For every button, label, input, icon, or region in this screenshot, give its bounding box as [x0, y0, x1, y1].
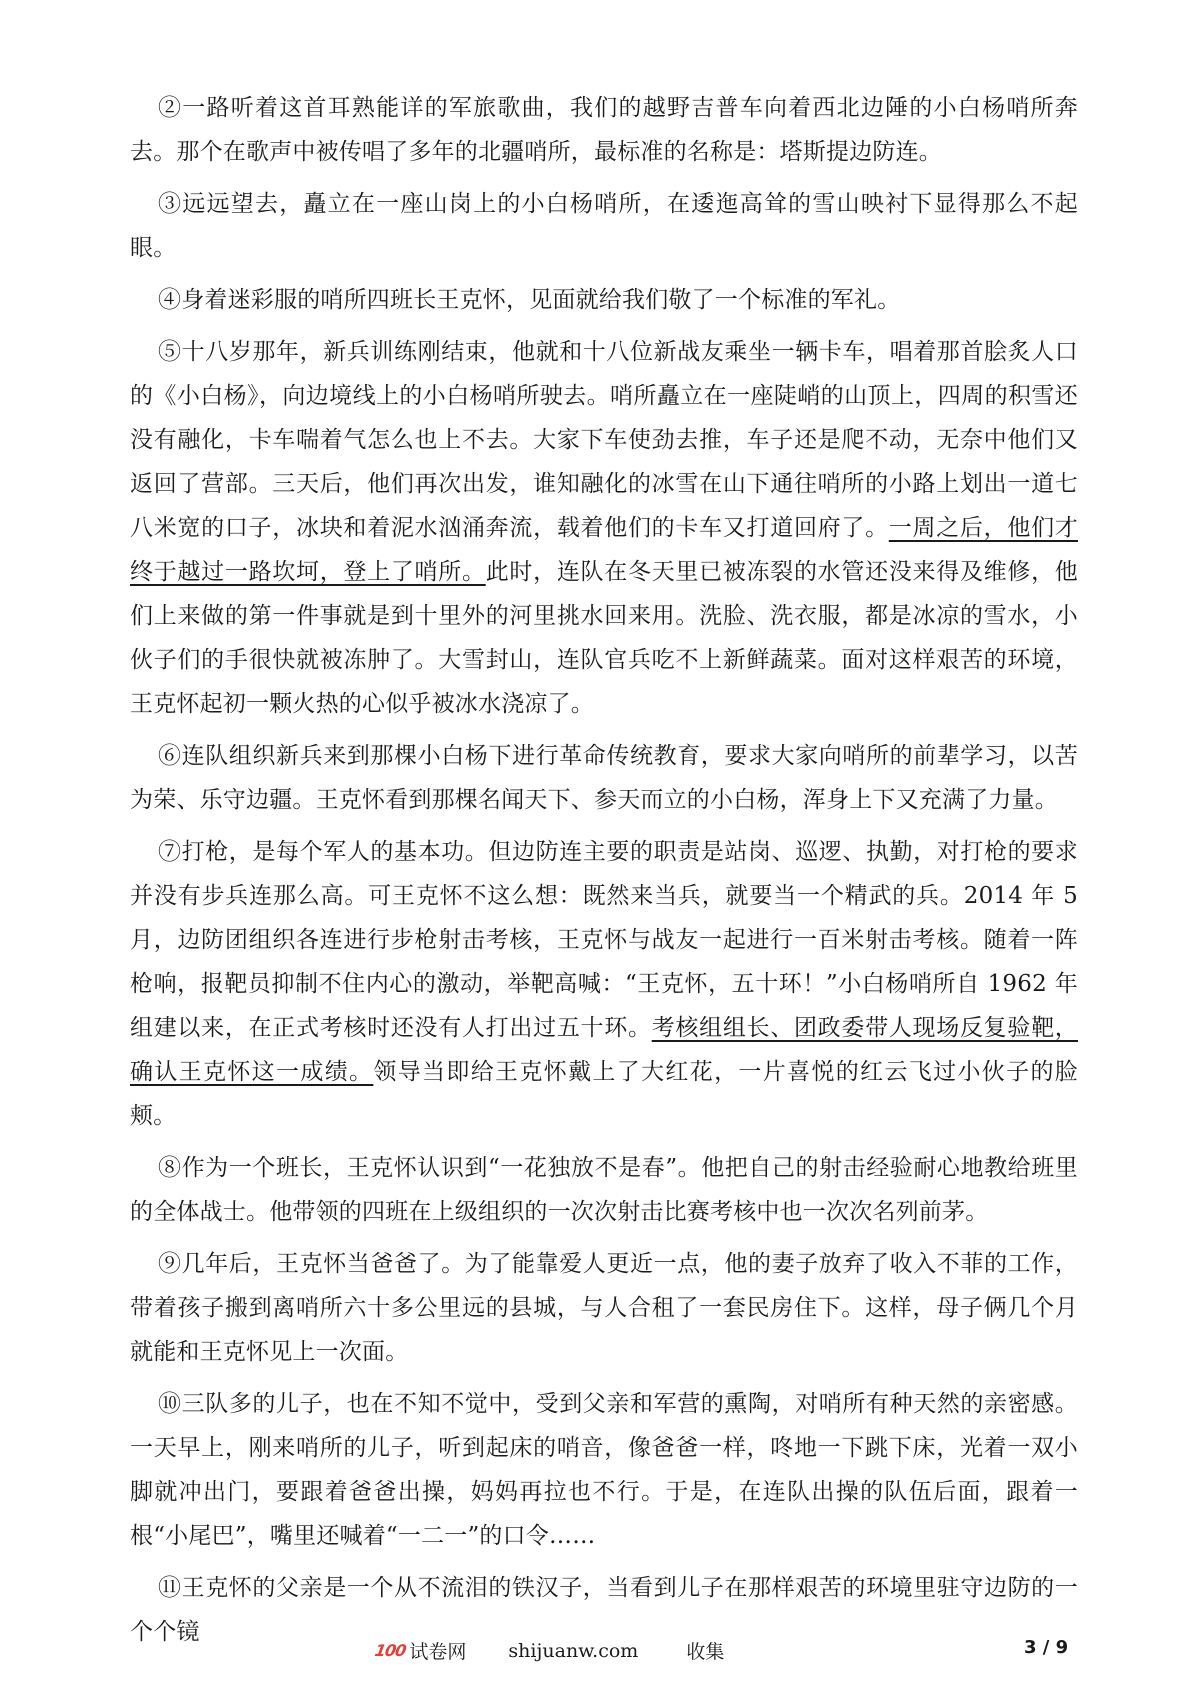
paragraph: [130, 330, 1078, 726]
paragraph: [130, 1242, 1078, 1374]
paragraph-text: ⑪王克怀的父亲是一个从不流泪的铁汉子，当看到儿子在那样艰苦的环境里驻守边防的一个个镜: [130, 1575, 1078, 1645]
100-logo-icon: 100: [373, 1641, 408, 1660]
footer-collect: 收集: [686, 1641, 725, 1663]
paragraph-text: ⑤十八岁那年，新兵训练刚结束，他就和十八位新战友乘坐一辆卡车，唱着那首脍炙人口的《小白杨》，向边境线上的小白杨哨所驶去。哨所矗立在一座陡峭的山顶上，四周的积雪还没有融化，卡车喘着气怎么也上不去。大家下车使劲去推，车子还是爬不动，无奈中他们又返回了营部。三天后，他们再次出发，谁知融化的冰雪在山下通往哨所的小路上划出一道七八米宽的口子，冰块和着泥水汹涌奔流，载着他们的卡车又打道回府了。: [130, 339, 1078, 541]
paragraph-text: ③远远望去，矗立在一座山岗上的小白杨哨所，在逶迤高耸的雪山映衬下显得那么不起眼。: [130, 191, 1078, 261]
footer-source: [375, 1637, 724, 1664]
paragraph-text: 此时，连队在冬天里已被冻裂的水管还没来得及维修，他们上来做的第一件事就是到十里外的河里挑水回来用。洗脸、洗衣服，都是冰凉的雪水，小伙子们的手很快就被冻肿了。大雪封山，连队官兵吃不上新鲜蔬菜。面对这样艰苦的环境，王克怀起初一颗火热的心似乎被冰水浇凉了。: [130, 559, 1079, 717]
article-body: [130, 86, 1078, 1662]
footer-site-name: 试卷网: [409, 1641, 467, 1663]
footer-domain: shijuanw.com: [508, 1639, 639, 1662]
paragraph-text: ⑦打枪，是每个军人的基本功。但边防连主要的职责是站岗、巡逻、执勤，对打枪的要求并没有步兵连那么高。可王克怀不这么想：既然来当兵，就要当一个精武的兵。2014 年 5 月，边防团组织各连进行步枪射击考核，王克怀与战友一起进行一百米射击考核。随着一阵枪响，报靶员抑制不住内心的激动，举靶高喊：“王克怀，五十环！”小白杨哨所自 1962 年组建以来，在正式考核时还没有人打出过五十环。: [130, 839, 1078, 1041]
page-footer: [0, 1631, 1191, 1671]
paragraph: [130, 182, 1078, 270]
paragraph-text: ⑥连队组织新兵来到那棵小白杨下进行革命传统教育，要求大家向哨所的前辈学习，以苦为荣、乐守边疆。王克怀看到那棵名闻天下、参天而立的小白杨，浑身上下又充满了力量。: [130, 743, 1078, 813]
paragraph-text: ⑩三队多的儿子，也在不知不觉中，受到父亲和军营的熏陶，对哨所有种天然的亲密感。一天早上，刚来哨所的儿子，听到起床的哨音，像爸爸一样，咚地一下跳下床，光着一双小脚就冲出门，要跟着爸爸出操，妈妈再拉也不行。于是，在连队出操的队伍后面，跟着一根“小尾巴”，嘴里还喊着“一二一”的口令……: [130, 1391, 1078, 1549]
paragraph-text: ⑧作为一个班长，王克怀认识到“一花独放不是春”。他把自己的射击经验耐心地教给班里的全体战士。他带领的四班在上级组织的一次次射击比赛考核中也一次次名列前茅。: [130, 1155, 1078, 1225]
paragraph: [130, 1146, 1078, 1234]
paragraph: [130, 278, 1078, 322]
paragraph-text: ④身着迷彩服的哨所四班长王克怀，见面就给我们敬了一个标准的军礼。: [158, 287, 901, 313]
paragraph: [130, 1382, 1078, 1558]
underlined-text: 一周之后，他们才终于越过一路坎坷，登上了哨所。: [130, 515, 1078, 585]
page-number: 3 / 9: [1024, 1637, 1069, 1658]
paragraph: [130, 734, 1078, 822]
underlined-text: 考核组组长、团政委带人现场反复验靶，确认王克怀这一成绩。: [130, 1015, 1078, 1085]
paragraph: [130, 86, 1078, 174]
paragraph-text: ⑨几年后，王克怀当爸爸了。为了能靠爱人更近一点，他的妻子放弃了收入不菲的工作，带着孩子搬到离哨所六十多公里远的县城，与人合租了一套民房住下。这样，母子俩几个月就能和王克怀见上一次面。: [130, 1251, 1078, 1365]
paragraph-text: ②一路听着这首耳熟能详的军旅歌曲，我们的越野吉普车向着西北边陲的小白杨哨所奔去。那个在歌声中被传唱了多年的北疆哨所，最标准的名称是：塔斯提边防连。: [130, 95, 1078, 165]
paragraph-text: 领导当即给王克怀戴上了大红花，一片喜悦的红云飞过小伙子的脸颊。: [130, 1059, 1078, 1129]
paragraph: [130, 830, 1078, 1138]
